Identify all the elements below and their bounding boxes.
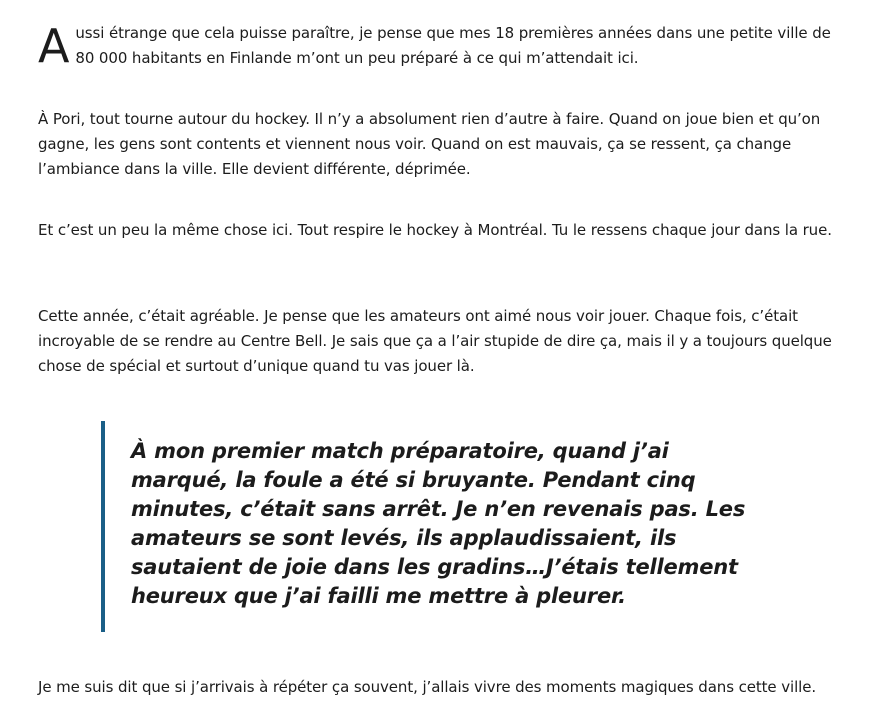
pull-quote-text: À mon premier match préparatoire, quand j’ai marqué, la foule a été si bruyante. Pendant cinq minutes, c’était sans arrêt. Je n’en revenais pas. Les amateurs se sont levés, ils applaudissaient, ils sautaient de joie dans les gradins…J’étais tellement heureux que j’ai failli me mettre à pleurer. — [131, 439, 746, 608]
intro-text: ussi étrange que cela puisse paraître, je pense que mes 18 premières années dans une petite ville de 80 000 habitants en Finlande m’ont un peu préparé à ce qui m’attendait ici. — [75, 24, 831, 67]
intro-paragraph — [38, 21, 850, 71]
paragraph-pori: À Pori, tout tourne autour du hockey. Il n’y a absolument rien d’autre à faire. Quand on joue bien et qu’on gagne, les gens sont contents et viennent nous voir. Quand on est mauvais, ça se ressent, ça change l’ambiance dans la ville. Elle devient différente, déprimée. — [38, 110, 821, 178]
paragraph-montreal: Et c’est un peu la même chose ici. Tout respire le hockey à Montréal. Tu le ressens chaque jour dans la rue. — [38, 221, 832, 239]
drop-cap: A — [38, 19, 70, 73]
paragraph-closing: Je me suis dit que si j’arrivais à répéter ça souvent, j’allais vivre des moments magiques dans cette ville. — [38, 678, 816, 696]
paragraph-centre-bell: Cette année, c’était agréable. Je pense que les amateurs ont aimé nous voir jouer. Chaque fois, c’était incroyable de se rendre au Centre Bell. Je sais que ça a l’air stupide de dire ça, mais il y a toujours quelque chose de spécial et surtout d’unique quand tu vas jouer là. — [38, 307, 832, 375]
pull-quote — [101, 421, 781, 632]
